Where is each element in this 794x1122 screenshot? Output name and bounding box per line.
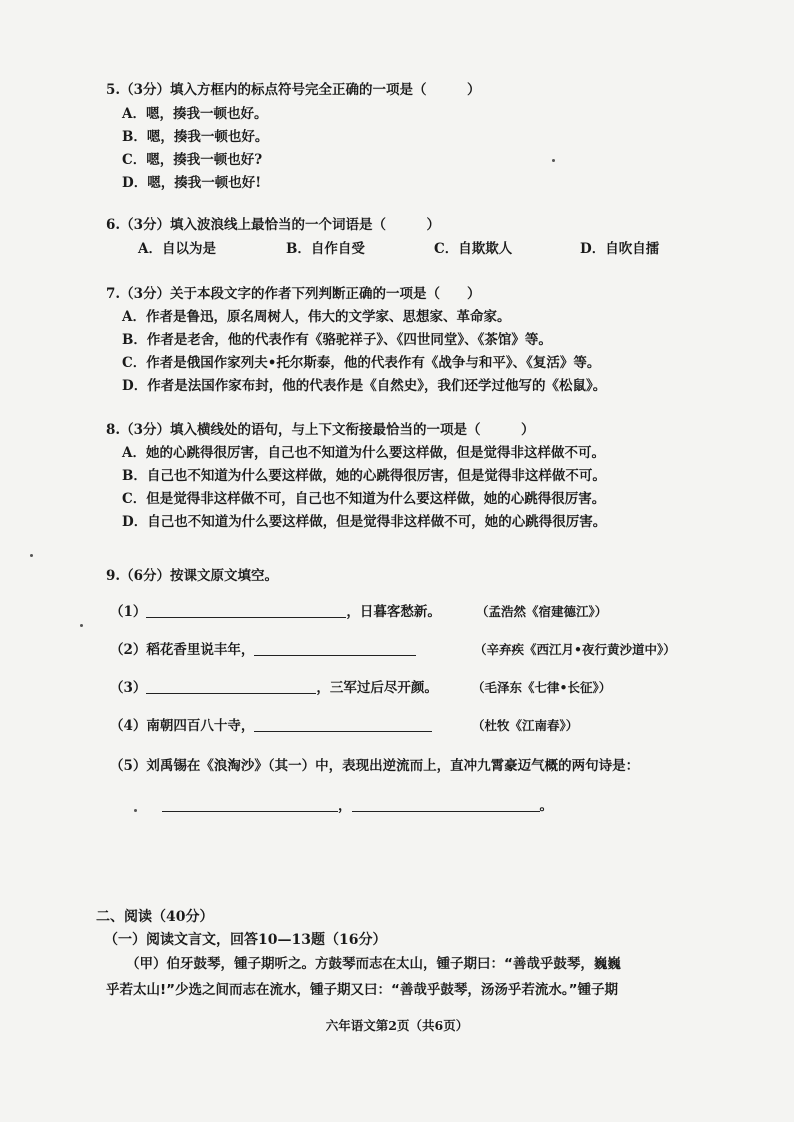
page-footer: 六年语文第2页（共6页） bbox=[325, 1018, 469, 1033]
q7-stem: 7.（3分）关于本段文字的作者下列判断正确的一项是（ ） bbox=[106, 286, 481, 302]
q5-stem: 5.（3分）填入方框内的标点符号完全正确的一项是（ ） bbox=[106, 82, 481, 98]
answer-blank[interactable] bbox=[146, 679, 316, 694]
q9-item-2-source: （辛弃疾《西江月•夜行黄沙道中》） bbox=[474, 642, 676, 657]
q5-option-b: B．嗯，揍我一顿也好。 bbox=[122, 129, 269, 145]
scan-speck bbox=[30, 554, 33, 557]
q9-item-5-answer: ， 。 bbox=[162, 794, 553, 814]
answer-blank[interactable] bbox=[352, 797, 540, 812]
q9-item-1-source: （孟浩然《宿建德江》） bbox=[476, 604, 608, 619]
q5-option-a: A．嗯，揍我一顿也好。 bbox=[122, 106, 268, 122]
q5-option-c: C．嗯，揍我一顿也好? bbox=[122, 152, 263, 168]
q9-stem: 9.（6分）按课文原文填空。 bbox=[106, 568, 278, 584]
q9-item-5: （5）刘禹锡在《浪淘沙》（其一）中，表现出逆流而上，直冲九霄豪迈气概的两句诗是： bbox=[110, 758, 640, 774]
q8-option-a: A．她的心跳得很厉害，自己也不知道为什么要这样做，但是觉得非这样做不可。 bbox=[122, 445, 605, 461]
q6-option-a: A．自以为是 bbox=[138, 241, 216, 257]
passage-line-2: 乎若太山!”少选之间而志在流水，锺子期又曰：“善哉乎鼓琴，汤汤乎若流水。”锺子期 bbox=[106, 982, 619, 998]
q9-item-3-source: （毛泽东《七律•长征》） bbox=[472, 680, 612, 695]
scan-speck bbox=[552, 159, 555, 162]
q7-option-c: C．作者是俄国作家列夫•托尔斯泰，他的代表作有《战争与和平》、《复活》等。 bbox=[122, 355, 601, 371]
q7-option-a: A．作者是鲁迅，原名周树人，伟大的文学家、思想家、革命家。 bbox=[122, 309, 511, 325]
answer-blank[interactable] bbox=[254, 717, 432, 732]
subsection-title: （一）阅读文言文，回答10—13题（16分） bbox=[104, 932, 387, 948]
answer-blank[interactable] bbox=[162, 797, 338, 812]
q9-item-3: （3） ，三军过后尽开颜。 bbox=[110, 680, 438, 696]
q6-stem: 6.（3分）填入波浪线上最恰当的一个词语是（ ） bbox=[106, 217, 440, 233]
q8-option-d: D．自己也不知道为什么要这样做，但是觉得非这样做不可，她的心跳得很厉害。 bbox=[122, 514, 607, 530]
q9-item-1: （1） ，日暮客愁新。 bbox=[110, 604, 441, 620]
q9-item-4-source: （杜牧《江南春》） bbox=[472, 718, 579, 733]
q7-option-b: B．作者是老舍，他的代表作有《骆驼祥子》、《四世同堂》、《茶馆》等。 bbox=[122, 332, 552, 348]
q8-option-c: C．但是觉得非这样做不可，自己也不知道为什么要这样做，她的心跳得很厉害。 bbox=[122, 491, 606, 507]
q9-item-4: （4）南朝四百八十寺， bbox=[110, 714, 432, 734]
q6-option-d: D．自吹自擂 bbox=[580, 241, 660, 257]
q5-option-d: D．嗯，揍我一顿也好! bbox=[122, 175, 262, 191]
section-title: 二、阅读（40分） bbox=[96, 909, 214, 925]
answer-blank[interactable] bbox=[146, 603, 346, 618]
q6-option-b: B．自作自受 bbox=[286, 241, 365, 257]
scan-speck bbox=[80, 624, 83, 627]
passage-line-1: （甲）伯牙鼓琴，锺子期听之。方鼓琴而志在太山，锺子期曰：“善哉乎鼓琴，巍巍 bbox=[126, 956, 621, 972]
q6-option-c: C．自欺欺人 bbox=[434, 241, 513, 257]
q8-option-b: B．自己也不知道为什么要这样做，她的心跳得很厉害，但是觉得非这样做不可。 bbox=[122, 468, 606, 484]
q9-item-2: （2）稻花香里说丰年， bbox=[110, 638, 416, 658]
q7-option-d: D．作者是法国作家布封，他的代表作是《自然史》，我们还学过他写的《松鼠》。 bbox=[122, 378, 607, 394]
scan-speck bbox=[134, 809, 137, 812]
q8-stem: 8.（3分）填入横线处的语句，与上下文衔接最恰当的一项是（ ） bbox=[106, 422, 535, 438]
answer-blank[interactable] bbox=[254, 641, 416, 656]
